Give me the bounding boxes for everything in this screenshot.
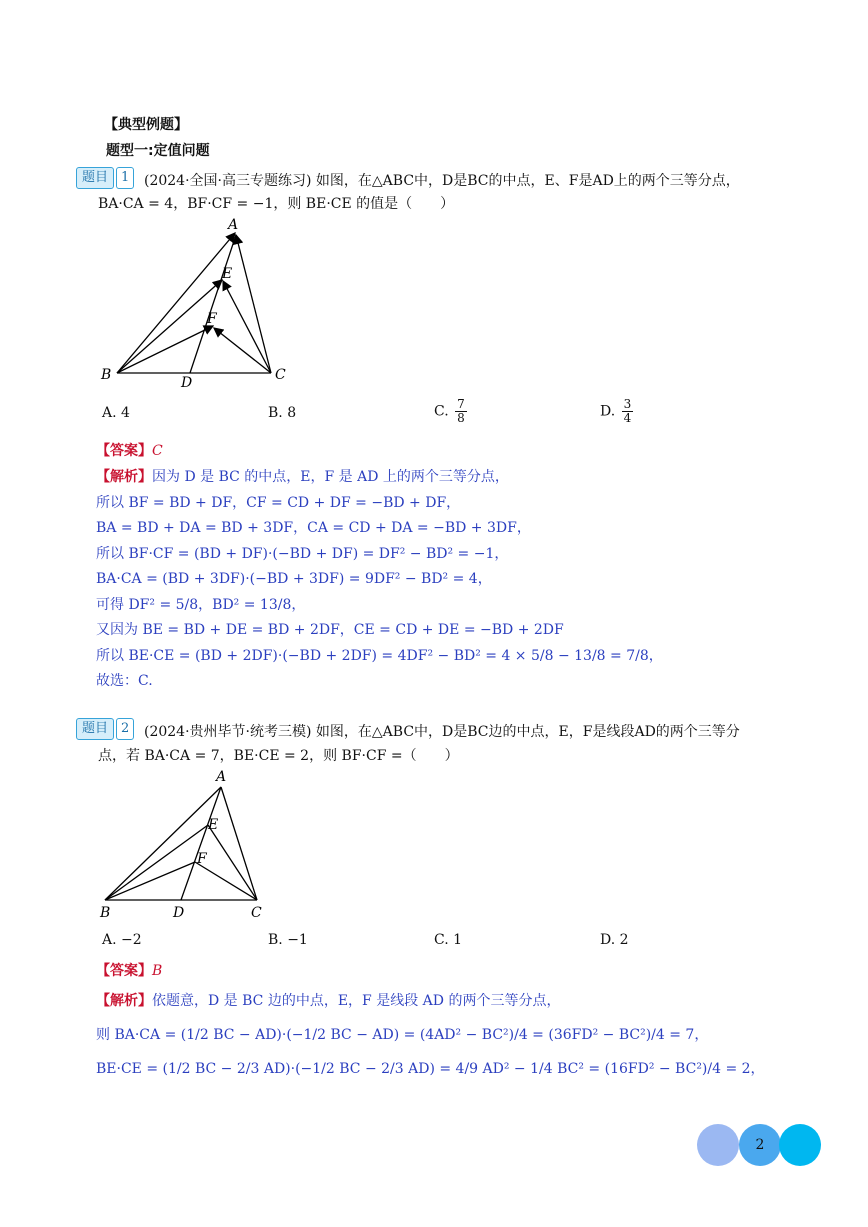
vector-cf [214, 328, 271, 373]
label-c: C [251, 905, 262, 921]
q1-option-a[interactable]: A. 4 [102, 405, 130, 421]
q2-analysis: 【解析】依题意，D 是 BC 边的中点，E，F 是线段 AD 的两个三等分点， 则 BA·CA = (1/2 BC − AD)·(−1/2 BC − AD) = (4AD² − BC²)/4 = (36FD² − BC²)/4 = 7， BE·CE = (1/2 BC − 2/3 AD)·(−1/2 BC − 2/3 AD) = 4/9 AD² − 1/4 BC² = (16FD² − BC²)/4 = 2， [96, 993, 765, 1077]
q2-option-d[interactable]: D. 2 [600, 932, 629, 948]
q1-answer: 【答案】C [96, 443, 163, 459]
q1-analysis: 【解析】因为 D 是 BC 的中点，E，F 是 AD 上的两个三等分点， 所以 BF = BD + DF，CF = CD + DF = −BD + DF， BA = BD + DA = BD + 3DF，CA = CD + DA = −BD + 3DF， 所以 BF·CF = (BD + DF)·(−BD + DF) = DF² − BD² = −1， BA·CA = (BD + 3DF)·(−BD + 3DF) = 9DF² − BD² = 4， 可得 DF² = 5/8，BD² = 13/8， 又因为 BE = BD + DE = BD + 2DF，CE = CD + DE = −BD + 2DF 所以 BE·CE = (BD + 2DF)·(−BD + 2DF) = 4DF² − BD² = 4 × 5/8 − 13/8 = 7/8， 故选：C. [96, 469, 663, 689]
footer-circle-left [697, 1124, 739, 1166]
q2-option-b[interactable]: B. −1 [268, 932, 308, 948]
q1-option-b[interactable]: B. 8 [268, 405, 297, 421]
question-number: 2 [116, 718, 134, 740]
label-e: E [222, 266, 233, 282]
question-2-line2: 点，若 BA·CA = 7，BE·CE = 2，则 BF·CF =（ ） [98, 748, 459, 764]
segment-da [190, 235, 236, 373]
segment-ca [221, 787, 257, 900]
label-a: A [228, 217, 239, 233]
page-number: 2 [739, 1124, 781, 1166]
question-2-tag [76, 718, 134, 740]
label-b: B [101, 367, 112, 383]
label-d: D [173, 905, 185, 921]
vector-ca [236, 235, 271, 373]
segment-cf [195, 862, 257, 900]
q2-option-c[interactable]: C. 1 [434, 932, 463, 948]
segment-da [181, 787, 221, 900]
question-1-figure [95, 215, 295, 390]
section-heading: 【典型例题】 [104, 117, 188, 133]
label-a: A [216, 769, 227, 785]
question-1-line2: BA·CA = 4，BF·CF = −1，则 BE·CE 的值是（ ） [98, 196, 455, 212]
q1-option-d[interactable]: D. $\frac{3}{4}$ [600, 397, 632, 425]
question-number: 1 [116, 167, 134, 189]
q1-option-c[interactable]: C. $\frac{7}{8}$ [434, 397, 465, 425]
label-e: E [208, 817, 219, 833]
vector-ce [223, 281, 271, 373]
label-f: F [197, 851, 207, 867]
footer-circle-right [779, 1124, 821, 1166]
label-f: F [207, 311, 217, 327]
question-tag: 题目 [76, 167, 114, 189]
question-1-line1: (2024·全国·高三专题练习) 如图，在△ABC中，D是BC的中点，E、F是AD上的两个三等分点， [144, 173, 740, 189]
segment-ce [208, 825, 257, 900]
segment-ba [105, 787, 221, 900]
q2-option-a[interactable]: A. −2 [102, 932, 142, 948]
label-d: D [181, 375, 193, 390]
q2-answer: 【答案】B [96, 963, 163, 979]
label-b: B [100, 905, 111, 921]
section-subheading: 题型一:定值问题 [106, 143, 210, 159]
vector-bf [117, 326, 213, 373]
question-1-tag [76, 167, 134, 189]
question-2-figure [95, 765, 275, 925]
vector-ba [117, 233, 235, 373]
label-c: C [275, 367, 286, 383]
question-2-line1: (2024·贵州毕节·统考三模) 如图，在△ABC中，D是BC边的中点，E，F是线段AD的两个三等分 [144, 724, 740, 740]
question-tag: 题目 [76, 718, 114, 740]
